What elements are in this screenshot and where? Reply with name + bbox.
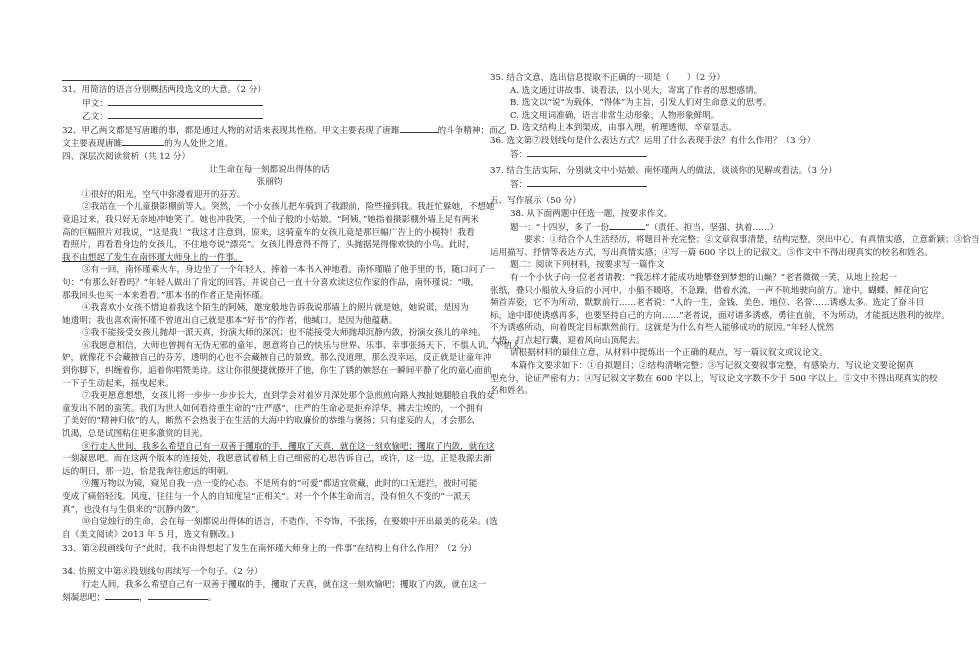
para-line: ⑦我更愿意想想，女孩儿将一步步一步步长大，直到学会对着岁月深处那个急煎煎向路人拽扯她腿般自我的女 bbox=[82, 391, 495, 402]
material-line: 有一个小伙子向一位老者请教：“我怎样才能成功地攀登到梦想的山巅？”老者微微一笑，从地上捡起一 bbox=[510, 272, 897, 283]
topic-1 bbox=[490, 221, 895, 235]
para-line: 竟追过来，我只好无奈地冲她笑了。她也冲我笑，一个仙子般的小姑娘。“阿姨，”她指着摄影棚外墙上足有两米 bbox=[62, 214, 479, 225]
para-line: 到你脚下，纠缠着你，追着你唱赞美诗。这让你很便捷就撩开了他，你生了锈的嫉怒在一瞬间平静了化的童心面前 bbox=[62, 366, 492, 377]
q34-answer bbox=[62, 591, 477, 605]
para-line: ②我站在一个儿童摄影棚前等人。突然，一个小女孩儿把车骑到了我跟前，险些撞到我。我赶忙躲她，不想她 bbox=[82, 202, 495, 213]
para-line: 一刻凝思吧。而在这两个版本的连接处，我愿意试着稍上自己细密的心思告诉自己，或许，这一边，正是我源去渐 bbox=[62, 454, 492, 465]
writing-req: 名和姓名。 bbox=[490, 386, 533, 397]
para-line: ⑥我愿意相信，大师也曾拥有无伪无邪的童年，愿意将自己的快乐与世界、乐事、幸事张扬天下，不惧人讥，不怕人 bbox=[82, 340, 521, 351]
para-line: 自《美文阅读》2013 年 5 月，选文有删改。) bbox=[62, 529, 235, 540]
q32-text-d: 的为人处世之道。 bbox=[164, 139, 233, 150]
para-line: ①很好的阳光，空气中弥漫着迎开的芬芳。 bbox=[82, 189, 246, 200]
q31-answer-b bbox=[62, 110, 477, 124]
option-b: B. 选文以“说”为载体，“得体”为主旨，引发人们对生命意义的思考。 bbox=[510, 98, 772, 109]
material-line: 不为诱惑所动，向着既定目标默然前行。这就是为什么有些人能够成功的原因。”年轻人恍然 bbox=[490, 323, 834, 334]
material-line: 频首弄姿，它不为所动，默默前行……老者说：“人的一生，金钱、美色、地位、名誉……诱惑太多。选定了奋斗目 bbox=[490, 298, 925, 309]
q34-period: 。 bbox=[207, 593, 217, 604]
topic-1-text: 题一：“十四岁，多了一份 bbox=[510, 222, 609, 233]
article-author: 张丽钧 bbox=[256, 177, 283, 188]
answer-line[interactable] bbox=[148, 591, 208, 600]
para-line: 妒，就像花不会藏掖自己的芬芳，透明的心也不会藏掖自己的景致。那么没道理，那么没幸运，反正就是让童年沖 bbox=[62, 353, 492, 364]
question-32-line1 bbox=[62, 124, 507, 138]
answer-label: 答： bbox=[510, 179, 528, 190]
writing-req: 本篇作文要求如下：①自拟题目；②结构清晰完整；③写记叙文要叙事完整，有感染力，写议论文要论据真 bbox=[510, 361, 914, 372]
para-line: ⑨攫万物以为镜，窥见自我一点一变的心态。不是所有的“可爱”都适宜赏藏，此时的口无遮拦，彼时可能 bbox=[82, 479, 478, 490]
para-line: ⑩自觉烛行的生命，会在每一刻都说出得体的语言，不造作，不夸饰，不张扬，在娶娘中开出最美的花朵。(选 bbox=[82, 517, 498, 528]
q31-answer-a bbox=[62, 97, 477, 111]
topic-1-req: 运用描写、抒情等表达方式，写出真情实感；④写一篇 600 字以上的记叙文。⑤作文中不得出现真实的校名和姓名。 bbox=[490, 247, 933, 258]
para-line: 了美好的“精神归依”的人，断然不会热衷于在生活的大海中钓取廉价的恭维与褒扬；只有虚妄的人，才会那么 bbox=[62, 416, 475, 427]
q36-answer bbox=[490, 148, 895, 162]
answer-line[interactable] bbox=[108, 110, 263, 119]
answer-line[interactable] bbox=[122, 137, 164, 146]
q34-text: 刻凝思吧； bbox=[62, 593, 105, 604]
para-line-underlined: ⑧行走人世间，我多么希望自己有一双善于攫取的手，攫取了天真，就在这一刻欢愉吧；攫取了内敛，就在这 bbox=[82, 441, 495, 452]
para-line: 一下子生动起来，摇曳起来。 bbox=[62, 378, 174, 389]
option-c: C. 选文用词准确，语言非常生动形象，人物形象鲜明。 bbox=[510, 110, 720, 121]
writing-req: 型充分，论证严密有力；④写记叙文字数在 600 字以上，写议论文字数不少于 500 字以上。⑤文中不得出现真实的校 bbox=[490, 373, 938, 384]
para-line: 她遗明；我也喜欢南怀瑾不曾道出自己就是那本“好书”的作者，他缄口，是因为他蕴藉。 bbox=[62, 315, 398, 326]
answer-line[interactable] bbox=[105, 591, 139, 600]
para-line: ⑤我不能接受女孩儿抛却一派天真，扮演大师的深沉；也不能接受大师抛却沉静内敛，扮演女孩儿的单纯。 bbox=[82, 328, 486, 339]
answer-line[interactable] bbox=[609, 221, 645, 230]
q31-label-a: 甲文： bbox=[82, 98, 108, 109]
para-line: 变成了痛俗轻浅。风度，往往与一个人的自知度呈“正相关”。对一个个体生命而言，没有恒久不变的“一派天 bbox=[62, 492, 471, 502]
question-31: 31、用简洁的语言分别概括两段选文的大意。（2 分） bbox=[62, 85, 266, 95]
q31-label-b: 乙文： bbox=[82, 112, 108, 123]
answer-line[interactable] bbox=[400, 124, 438, 133]
question-35: 35. 结合文意，选出信息提取不正确的一项是（ ）（2 分） bbox=[490, 73, 726, 83]
right-column bbox=[490, 72, 979, 398]
answer-line[interactable] bbox=[108, 97, 263, 106]
topic-1-text-b: ”（责任、担当、坚强、执着……） bbox=[644, 222, 779, 233]
article-title: 让生命在每一刻都说出得体的话 bbox=[209, 164, 330, 175]
topic-2-req: 请根据材料的最佳立意，从材料中提炼出一个正确的观点，写一篇议叙文或议论文。 bbox=[510, 348, 828, 359]
para-line: 远的明日，那一边，恰是我奔往愈远的明朝。 bbox=[62, 466, 234, 477]
question-33: 33、第②段画线句子“此时，我不由得想起了发生在南怀瑾大师身上的一件事”在结构上有什么作用？（2 分） bbox=[62, 544, 477, 555]
para-line: ③有一回，南怀瑾乘火车，身边坐了一个年轻人，捧着一本书入神地看。南怀瑾瞄了他手里的书，随口问了一 bbox=[82, 265, 495, 276]
question-32-line2 bbox=[62, 137, 477, 151]
section-5-heading: 五、写作展示（50 分） bbox=[490, 196, 582, 207]
question-38: 38. 从下面两题中任选一题，按要求作文。 bbox=[510, 208, 673, 219]
para-line: 饥渴，总是试图粘住更多激赏的目光。 bbox=[62, 429, 209, 440]
para-line: 看照片，再看看身边的女孩儿，不住地夸说“漂亮”。女孩儿得意得不得了，头抛据晃得像欢快的小鸟。此时， bbox=[62, 240, 475, 251]
question-34: 34. 仿照文中第⑧段划线句再续写一个句子。（2 分） bbox=[62, 566, 263, 577]
para-line: 高的巨幅照片对我说，“这是我！”我这才注意到，原来，这骑童车的女孩儿竟是那巨幅广告上的小模特！我看 bbox=[62, 227, 475, 238]
option-d: D. 选文结构上本到渠成，由事入理，析理透彻，卒章显志。 bbox=[510, 123, 737, 134]
para-line: 童发出不屑的蛮笑。我们为世人如何看待重生命的“庄严感”，庄严的生命必是拒弃浮华，拂去尘埃的，一个拥有 bbox=[62, 403, 484, 414]
para-line-underlined: 我不由想起了发生在南怀瑾大师身上的一件事。 bbox=[62, 252, 243, 263]
answer-line[interactable] bbox=[527, 148, 647, 157]
q32-text-c: 文主要表现唐雎 bbox=[62, 139, 123, 150]
topic-2: 题二：阅读下列材料，按要求写一篇作文 bbox=[510, 260, 665, 271]
para-line: 那我回头也买一本来看看。”那本书的作者正是南怀瑾。 bbox=[62, 290, 269, 301]
para-line: 真”，也没有与生俱来的“沉静内敛”。 bbox=[62, 504, 205, 515]
q32-text: 32、甲乙两文都是写唐雎的事，都是通过人物的对话来表现其性格。甲文主要表现了唐雎 bbox=[62, 125, 400, 136]
q37-answer bbox=[490, 178, 895, 192]
q34-stem: 行走人间，我多么希望自己有一双善于攫取的手，攫取了天真，就在这一刻欢愉吧；攫取了内敛，就在这一 bbox=[82, 579, 486, 590]
question-36: 36. 选文第⑦段划线句是什么表达方式？运用了什么表现手法？有什么作用？（3 分） bbox=[490, 135, 816, 146]
option-a: A. 选文通过讲故事、谈看法，以小见大，寄寓了作者的思想感情。 bbox=[510, 85, 763, 96]
answer-line[interactable] bbox=[527, 178, 647, 187]
q34-comma: ， bbox=[138, 593, 148, 604]
material-line: 标，途中即使诱惑再多，也要坚持自己的方向……”老者说，面对诸多诱惑，勇往直前，不为所动，才能抵达胜利的彼岸。 bbox=[490, 310, 950, 321]
para-line: 句：“有那么好看吗？”年轻人做出了肯定的回答，并说自己一直十分喜欢读这位作家的作品，南怀瑾说：“哦， bbox=[62, 277, 480, 288]
section-4-heading: 四、深层次阅读赏析（共 12 分） bbox=[62, 151, 191, 162]
material-line: 张纸，叠只小船放入身后的小河中，小船不暖咯，不急躁，借着水流，一声不吭地驶向前方。途中，蝴蝶、鲜花向它 bbox=[490, 285, 929, 296]
answer-label: 答： bbox=[510, 149, 528, 160]
topic-1-req: 要求：①结合个人生活经历，将题目补充完整；②文章叙事清楚，结构完整，突出中心，有真情实感，立意新颖；③恰当 bbox=[524, 235, 979, 246]
material-line: 大悟，打点起行囊，迎着风向山顶爬去。 bbox=[490, 335, 645, 346]
q32-text-b: 的斗争精神；而乙 bbox=[437, 125, 507, 136]
para-line: ④我喜欢小女孩不惜迫着我这个陌生的阿姨，邀宠般地告诉我说那墙上的照片就是她，她说谎，是因为 bbox=[82, 303, 469, 314]
question-37: 37. 结合生活实际，分别就文中小姑娘、南怀瑾两人的做法，谈谈你的见解或看法。（3 分） bbox=[490, 166, 837, 177]
